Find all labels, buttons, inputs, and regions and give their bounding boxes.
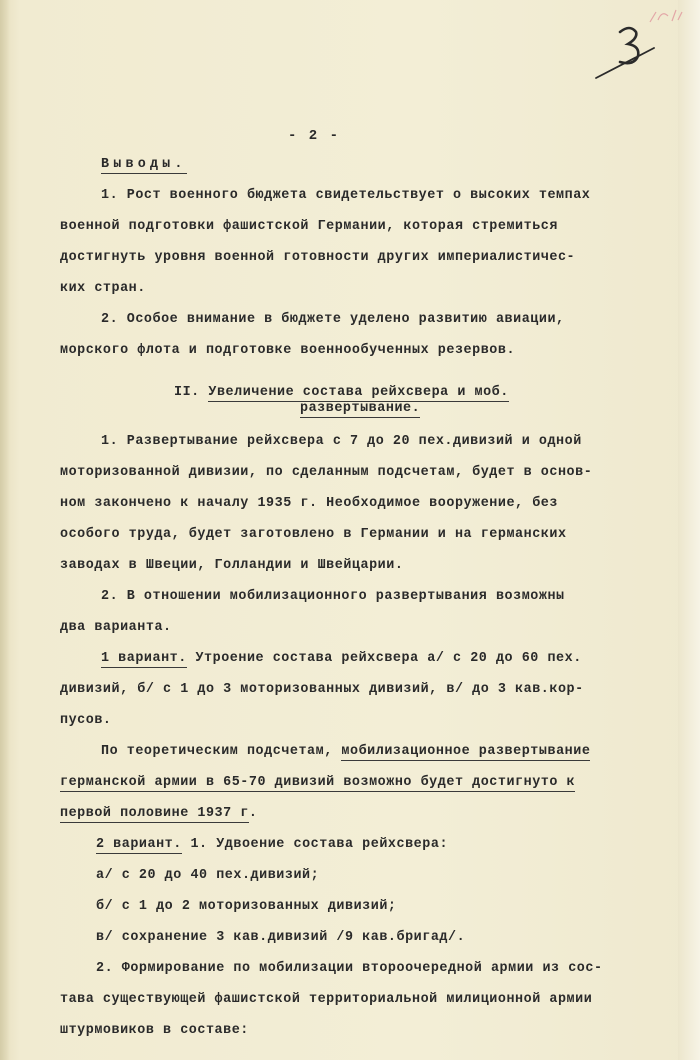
- text-line: достигнуть уровня военной готовности других империалистичес-: [60, 250, 576, 265]
- list-item: в/ сохранение 3 кав.дивизий /9 кав.бригад/.: [96, 930, 466, 945]
- page-edge-shadow: [0, 0, 10, 1060]
- page-number: - 2 -: [288, 128, 341, 144]
- underlined-fragment: мобилизационное развертывание: [341, 744, 591, 759]
- section-number: II.: [174, 385, 200, 400]
- section-title-line1: Увеличение состава рейхсвера и моб.: [208, 385, 509, 400]
- section-heading: [174, 385, 509, 400]
- text-line: 2. Формирование по мобилизации второочередной армии из сос-: [96, 961, 603, 976]
- underlined-fragment: первой половине 1937 г: [60, 806, 249, 821]
- text-line: 2. В отношении мобилизационного развертывания возможны: [101, 589, 565, 604]
- text-line: военной подготовки фашистской Германии, которая стремиться: [60, 219, 558, 234]
- text-line: 2. Особое внимание в бюджете уделено развитию авиации,: [101, 312, 565, 327]
- section-title-line2: развертывание.: [300, 401, 421, 416]
- estimate-line: [101, 744, 590, 759]
- text-line: 1. Развертывание рейхсвера с 7 до 20 пех.дивизий и одной: [101, 434, 582, 449]
- text-line: заводах в Швеции, Голландии и Швейцарии.: [60, 558, 404, 573]
- text-line: моторизованной дивизии, по сделанным подсчетам, будет в основ-: [60, 465, 593, 480]
- variant-2-label: 2 вариант.: [96, 837, 182, 852]
- list-item: а/ с 20 до 40 пех.дивизий;: [96, 868, 320, 883]
- text-line: 1. Рост военного бюджета свидетельствует о высоких темпах: [101, 188, 591, 203]
- variant-2-line: [96, 837, 448, 852]
- variant-1-line: [101, 651, 582, 666]
- list-item: б/ с 1 до 2 моторизованных дивизий;: [96, 899, 397, 914]
- text-fragment: 1. Удвоение состава рейхсвера:: [190, 837, 449, 852]
- text-line: ном закончено к началу 1935 г. Необходимое вооружение, без: [60, 496, 558, 511]
- variant-1-label: 1 вариант.: [101, 651, 187, 666]
- text-line: два варианта.: [60, 620, 172, 635]
- handwritten-sheet-number: [590, 22, 660, 82]
- text-line: пусов.: [60, 713, 112, 728]
- period: .: [248, 806, 258, 821]
- conclusions-heading: Выводы.: [101, 157, 187, 172]
- text-line: дивизий, б/ с 1 до 3 моторизованных дивизий, в/ до 3 кав.кор-: [60, 682, 584, 697]
- page-right-margin: [678, 0, 700, 1060]
- text-line: особого труда, будет заготовлено в Германии и на германских: [60, 527, 567, 542]
- underlined-line-end: [60, 806, 257, 821]
- text-line: штурмовиков в составе:: [60, 1023, 249, 1038]
- underlined-line: германской армии в 65-70 дивизий возможно будет достигнуто к: [60, 775, 576, 790]
- text-line: ких стран.: [60, 281, 146, 296]
- text-line: тава существующей фашистской территориальной милиционной армии: [60, 992, 593, 1007]
- text-line: морского флота и подготовке военнообученных резервов.: [60, 343, 516, 358]
- text-fragment: По теоретическим подсчетам,: [101, 744, 333, 759]
- text-fragment: Утроение состава рейхсвера а/ с 20 до 60 пех.: [195, 651, 582, 666]
